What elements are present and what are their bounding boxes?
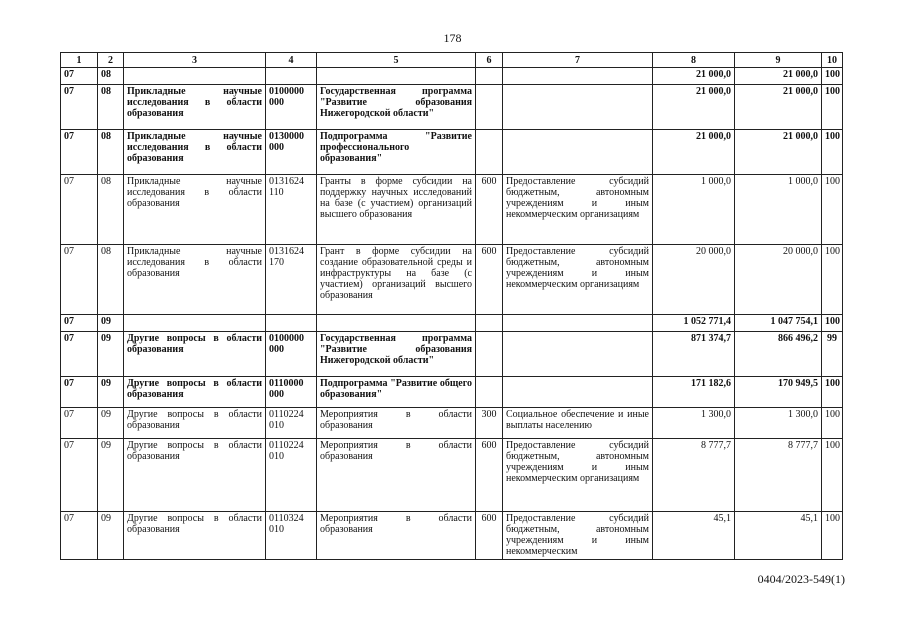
col-header-6: 6 [476,53,503,68]
row-rz: 07 [61,408,98,439]
row-plan-amount: 21 000,0 [653,130,735,175]
row-pr: 08 [98,68,124,85]
row-section-name: Прикладные научные исследования в области образования [124,245,266,315]
row-section-name: Прикладные научные исследования в области образования [124,175,266,245]
row-rz: 07 [61,175,98,245]
row-target-name: Мероприятия в области образования [317,408,476,439]
row-actual-amount: 20 000,0 [735,245,822,315]
row-pr: 09 [98,512,124,560]
row-target-code [266,68,317,85]
row-target-name: Государственная программа "Развитие образования Нижегородской области" [317,85,476,130]
row-pr: 09 [98,315,124,332]
table-row [61,130,843,175]
col-header-8: 8 [653,53,735,68]
row-rz: 07 [61,377,98,408]
row-target-code [266,315,317,332]
row-percent: 100 [822,408,843,439]
table-row [61,68,843,85]
row-section-name: Другие вопросы в области образования [124,332,266,377]
row-expense-name [503,68,653,85]
row-pr: 09 [98,439,124,512]
row-actual-amount: 1 300,0 [735,408,822,439]
row-expense-type: 300 [476,408,503,439]
row-plan-amount: 20 000,0 [653,245,735,315]
row-plan-amount: 21 000,0 [653,85,735,130]
row-rz: 07 [61,130,98,175]
row-rz: 07 [61,439,98,512]
row-expense-type: 600 [476,245,503,315]
row-target-code: 0110000 000 [266,377,317,408]
row-plan-amount: 8 777,7 [653,439,735,512]
row-expense-type: 600 [476,175,503,245]
row-target-code: 0130000 000 [266,130,317,175]
row-target-name: Подпрограмма "Развитие общего образования" [317,377,476,408]
row-target-name: Мероприятия в области образования [317,439,476,512]
col-header-5: 5 [317,53,476,68]
row-section-name [124,68,266,85]
row-section-name: Другие вопросы в области образования [124,377,266,408]
row-section-name: Другие вопросы в области образования [124,408,266,439]
row-expense-type [476,68,503,85]
row-expense-name: Предоставление субсидий бюджетным, автономным учреждениям и иным некоммерческим организациям [503,439,653,512]
row-rz: 07 [61,245,98,315]
row-section-name: Прикладные научные исследования в области образования [124,130,266,175]
row-expense-type [476,85,503,130]
row-section-name: Прикладные научные исследования в области образования [124,85,266,130]
row-actual-amount: 866 496,2 [735,332,822,377]
row-plan-amount: 871 374,7 [653,332,735,377]
row-target-code: 0131624 170 [266,245,317,315]
row-expense-type [476,130,503,175]
row-pr: 09 [98,332,124,377]
row-target-name: Грант в форме субсидии на создание образовательной среды и инфраструктуры на базе (с участием) организаций высшего образования [317,245,476,315]
col-header-2: 2 [98,53,124,68]
row-actual-amount: 170 949,5 [735,377,822,408]
col-header-1: 1 [61,53,98,68]
row-plan-amount: 171 182,6 [653,377,735,408]
document-code: 0404/2023-549(1) [757,572,845,586]
row-actual-amount: 21 000,0 [735,130,822,175]
table-row [61,315,843,332]
row-expense-name: Социальное обеспечение и иные выплаты населению [503,408,653,439]
row-actual-amount: 1 000,0 [735,175,822,245]
header-row [61,53,843,68]
row-section-name [124,315,266,332]
row-target-code: 0131624 110 [266,175,317,245]
row-rz: 07 [61,68,98,85]
row-plan-amount: 21 000,0 [653,68,735,85]
table-row [61,377,843,408]
row-percent: 99 [822,332,843,377]
row-rz: 07 [61,512,98,560]
row-expense-type [476,315,503,332]
row-percent: 100 [822,68,843,85]
row-target-name: Государственная программа "Развитие образования Нижегородской области" [317,332,476,377]
row-percent: 100 [822,439,843,512]
row-plan-amount: 45,1 [653,512,735,560]
row-percent: 100 [822,377,843,408]
row-pr: 08 [98,85,124,130]
row-actual-amount: 45,1 [735,512,822,560]
row-plan-amount: 1 000,0 [653,175,735,245]
row-expense-type [476,332,503,377]
row-expense-name [503,315,653,332]
col-header-4: 4 [266,53,317,68]
row-expense-name [503,377,653,408]
row-expense-name [503,332,653,377]
row-expense-name [503,85,653,130]
row-percent: 100 [822,315,843,332]
table-row [61,408,843,439]
row-pr: 09 [98,408,124,439]
page-number: 178 [443,31,462,45]
row-target-code: 0100000 000 [266,332,317,377]
row-actual-amount: 21 000,0 [735,85,822,130]
row-plan-amount: 1 300,0 [653,408,735,439]
table-row [61,439,843,512]
table-row [61,512,843,560]
row-actual-amount: 21 000,0 [735,68,822,85]
row-target-name: Подпрограмма "Развитие профессионального образования" [317,130,476,175]
row-percent: 100 [822,245,843,315]
col-header-3: 3 [124,53,266,68]
row-actual-amount: 8 777,7 [735,439,822,512]
row-target-name: Гранты в форме субсидии на поддержку научных исследований на базе (с участием) организаций высшего образования [317,175,476,245]
row-percent: 100 [822,85,843,130]
table-row [61,175,843,245]
row-target-code: 0110224 010 [266,439,317,512]
row-percent: 100 [822,512,843,560]
row-expense-type: 600 [476,439,503,512]
row-pr: 09 [98,377,124,408]
row-target-code: 0110224 010 [266,408,317,439]
row-target-name [317,315,476,332]
row-expense-name: Предоставление субсидий бюджетным, автономным учреждениям и иным некоммерческим [503,512,653,560]
row-pr: 08 [98,245,124,315]
row-actual-amount: 1 047 754,1 [735,315,822,332]
col-header-7: 7 [503,53,653,68]
row-target-code: 0100000 000 [266,85,317,130]
row-target-code: 0110324 010 [266,512,317,560]
row-rz: 07 [61,332,98,377]
row-percent: 100 [822,130,843,175]
col-header-9: 9 [735,53,822,68]
row-expense-type: 600 [476,512,503,560]
table-row [61,332,843,377]
row-plan-amount: 1 052 771,4 [653,315,735,332]
row-percent: 100 [822,175,843,245]
col-header-10: 10 [822,53,843,68]
row-rz: 07 [61,315,98,332]
table-row [61,245,843,315]
row-target-name: Мероприятия в области образования [317,512,476,560]
row-expense-type [476,377,503,408]
table-row [61,85,843,130]
row-section-name: Другие вопросы в области образования [124,512,266,560]
row-expense-name: Предоставление субсидий бюджетным, автономным учреждениям и иным некоммерческим организациям [503,245,653,315]
budget-table [60,52,843,560]
row-pr: 08 [98,130,124,175]
row-section-name: Другие вопросы в области образования [124,439,266,512]
row-pr: 08 [98,175,124,245]
row-rz: 07 [61,85,98,130]
row-target-name [317,68,476,85]
row-expense-name: Предоставление субсидий бюджетным, автономным учреждениям и иным некоммерческим организациям [503,175,653,245]
row-expense-name [503,130,653,175]
